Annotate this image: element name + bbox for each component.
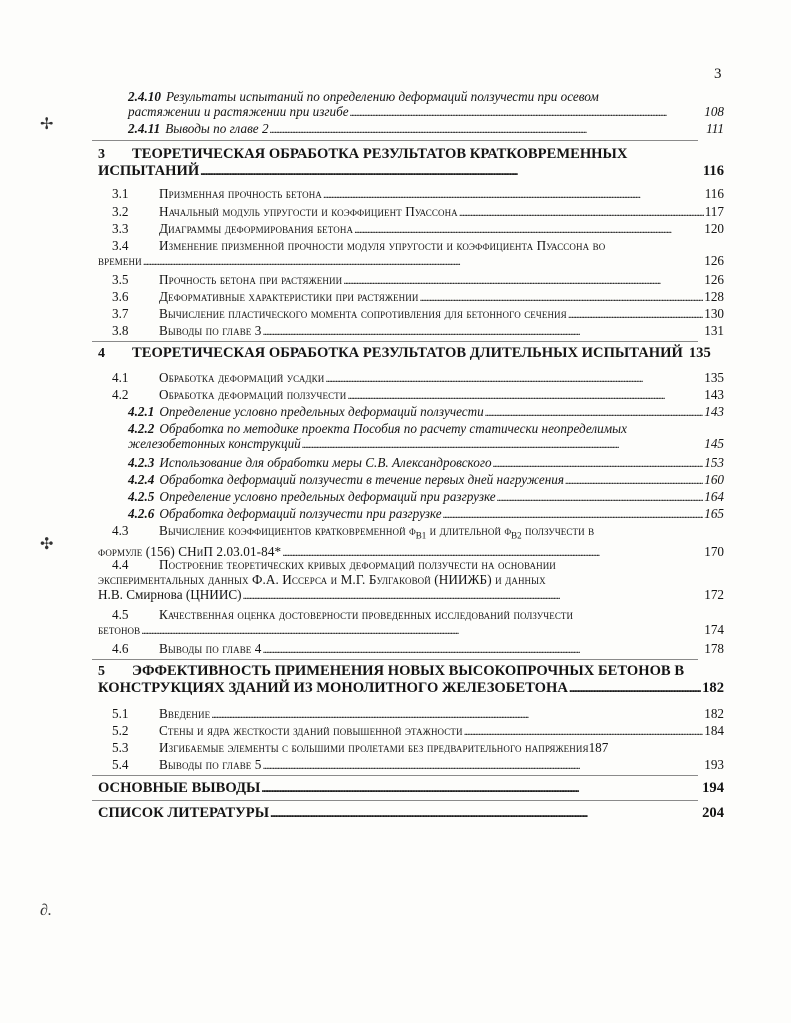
scan-mark-1: ✢ xyxy=(40,116,54,133)
toc-entry-4-2-2[interactable]: 4.2.2 Обработка по методике проекта Пособия по расчету статически неопределимых железобетонных конструкций . . . 145 xyxy=(128,421,724,452)
scan-mark-2: ✣ xyxy=(40,536,54,553)
chapter-divider xyxy=(92,659,698,660)
toc-entry-4-2-3[interactable]: 4.2.3 Использование для обработки меры С.В. Александровского . . . 153 xyxy=(128,455,724,471)
toc-chapter-5[interactable]: 5 ЭФФЕКТИВНОСТЬ ПРИМЕНЕНИЯ НОВЫХ ВЫСОКОПРОЧНЫХ БЕТОНОВ В КОНСТРУКЦИЯХ ЗДАНИЙ ИЗ МОНОЛИТНОГО ЖЕЛЕЗОБЕТОНА . . . 182 xyxy=(98,663,724,697)
toc-entry-3-4[interactable]: 3.4 Изменение призменной прочности модуля упругости и коэффициента Пуассона во времени . . . 126 xyxy=(112,238,724,269)
toc-entry-2-4-10[interactable]: 2.4.10 Результаты испытаний по определению деформаций ползучести при осевом растяжении и растяжении при изгибе . . . 108 xyxy=(128,89,724,120)
page-number: 3 xyxy=(714,66,722,82)
chapter-divider xyxy=(92,341,698,342)
toc-entry-4-2-6[interactable]: 4.2.6 Обработка деформаций ползучести при разгрузке . . . 165 xyxy=(128,506,724,522)
toc-entry-3-3[interactable]: 3.3 Диаграммы деформирования бетона . . . 120 xyxy=(112,221,724,237)
chapter-divider xyxy=(92,775,698,776)
toc-entry-4-3[interactable]: 4.3 Вычисление коэффициентов кратковременной $\varphi_{B1}$ и длительной $\varphi_{B2}$ ползучести в формуле (156) СНиП 2.03.01-84* . . . 170 xyxy=(112,523,724,560)
toc-entry-4-6[interactable]: 4.6 Выводы по главе 4 . . . 178 xyxy=(112,641,724,657)
toc-conclusions[interactable]: ОСНОВНЫЕ ВЫВОДЫ . . . 194 xyxy=(98,780,724,797)
toc-entry-4-4[interactable]: 4.4 Построение теоретических кривых деформаций ползучести на основании экспериментальных данных Ф.А. Иссерса и М.Г. Булгаковой (НИИЖБ) и данных Н.В. Смирнова (ЦНИИС) . . . 172 xyxy=(112,557,724,603)
toc-references[interactable]: СПИСОК ЛИТЕРАТУРЫ . . . 204 xyxy=(98,805,724,822)
chapter-divider xyxy=(92,800,698,801)
toc-entry-3-8[interactable]: 3.8 Выводы по главе 3 . . . 131 xyxy=(112,323,724,339)
toc-entry-5-4[interactable]: 5.4 Выводы по главе 5 . . . 193 xyxy=(112,757,724,773)
toc-entry-4-1[interactable]: 4.1 Обработка деформаций усадки . . . 135 xyxy=(112,370,724,386)
toc-chapter-4[interactable]: 4 ТЕОРЕТИЧЕСКАЯ ОБРАБОТКА РЕЗУЛЬТАТОВ ДЛИТЕЛЬНЫХ ИСПЫТАНИЙ 135 xyxy=(98,345,711,361)
toc-entry-3-5[interactable]: 3.5 Прочность бетона при растяжении . . . 126 xyxy=(112,272,724,288)
toc-entry-5-1[interactable]: 5.1 Введение . . . 182 xyxy=(112,706,724,722)
toc-entry-4-2-1[interactable]: 4.2.1 Определение условно предельных деформаций ползучести . . . 143 xyxy=(128,404,724,420)
toc-entry-2-4-11[interactable]: 2.4.11 Выводы по главе 2 . . . 111 xyxy=(128,121,724,137)
toc-entry-5-3[interactable]: 5.3 Изгибаемые элементы с большими пролетами без предварительного напряжения 187 xyxy=(112,740,609,755)
toc-entry-3-6[interactable]: 3.6 Деформативные характеристики при растяжении . . . 128 xyxy=(112,289,724,305)
toc-chapter-3[interactable]: 3 ТЕОРЕТИЧЕСКАЯ ОБРАБОТКА РЕЗУЛЬТАТОВ КРАТКОВРЕМЕННЫХ ИСПЫТАНИЙ . . . 116 xyxy=(98,146,724,180)
toc-entry-3-1[interactable]: 3.1 Призменная прочность бетона . . . 116 xyxy=(112,186,724,202)
toc-entry-3-2[interactable]: 3.2 Начальный модуль упругости и коэффициент Пуассона . . . 117 xyxy=(112,204,724,220)
toc-entry-4-2[interactable]: 4.2 Обработка деформаций ползучести . . . 143 xyxy=(112,387,724,403)
toc-entry-5-2[interactable]: 5.2 Стены и ядра жесткости зданий повышенной этажности . . . 184 xyxy=(112,723,724,739)
toc-entry-4-2-4[interactable]: 4.2.4 Обработка деформаций ползучести в течение первых дней нагружения . . . 160 xyxy=(128,472,724,488)
toc-entry-4-2-5[interactable]: 4.2.5 Определение условно предельных деформаций при разгрузке . . . 164 xyxy=(128,489,724,505)
toc-entry-4-5[interactable]: 4.5 Качественная оценка достоверности проведенных исследований ползучести бетонов . . . 174 xyxy=(112,607,724,638)
toc-entry-3-7[interactable]: 3.7 Вычисление пластического момента сопротивления для бетонного сечения . . . 130 xyxy=(112,306,724,322)
scan-mark-3: ∂. xyxy=(40,902,52,919)
chapter-divider xyxy=(92,140,698,141)
